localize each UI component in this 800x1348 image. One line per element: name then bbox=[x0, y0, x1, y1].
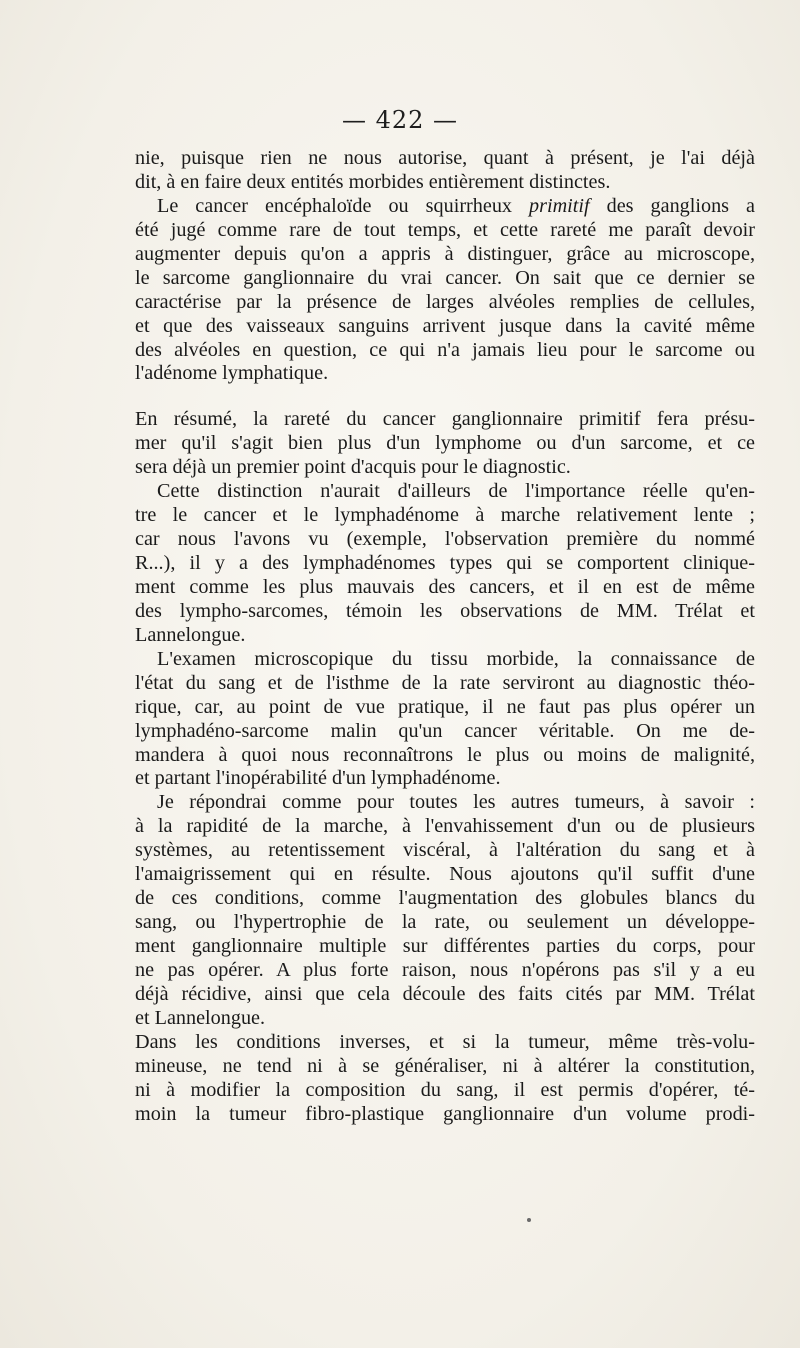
text-line: lymphadéno-sarcome malin qu'un cancer véritable. On me de- bbox=[135, 719, 755, 742]
text-line: nie, puisque rien ne nous autorise, quant à présent, je l'ai déjà bbox=[135, 147, 755, 169]
text-line: mineuse, ne tend ni à se généraliser, ni à altérer la constitution, bbox=[135, 1054, 755, 1077]
text-line: Le cancer encéphaloïde ou squirrheux primitif des ganglions a bbox=[157, 194, 755, 217]
body-text bbox=[135, 147, 755, 1127]
paragraph-4 bbox=[135, 480, 755, 648]
ink-speck bbox=[527, 1218, 531, 1222]
text-line: déjà récidive, ainsi que cela découle des faits cités par MM. Trélat bbox=[135, 982, 755, 1005]
paragraph-6 bbox=[135, 791, 755, 1030]
text-line: sang, ou l'hypertrophie de la rate, ou seulement un développe- bbox=[135, 911, 755, 934]
text-line: R...), il y a des lymphadénomes types qui se comportent clinique- bbox=[135, 552, 755, 574]
text-line: et Lannelongue. bbox=[135, 1006, 266, 1029]
paragraph-3 bbox=[135, 408, 755, 480]
text-line: En résumé, la rareté du cancer ganglionnaire primitif fera présu- bbox=[135, 408, 755, 431]
text-line: Lannelongue. bbox=[135, 623, 246, 646]
text-line: L'examen microscopique du tissu morbide, la connaissance de bbox=[157, 647, 755, 670]
text-line: ment comme les plus mauvais des cancers, et il en est de même bbox=[135, 575, 755, 598]
text-line: Dans les conditions inverses, et si la tumeur, même très-volu- bbox=[135, 1030, 755, 1053]
text-line: caractérise par la présence de larges alvéoles remplies de cellules, bbox=[135, 290, 755, 313]
paragraph-7 bbox=[135, 1031, 755, 1127]
italic-word: primitif bbox=[529, 194, 590, 217]
text-line: mer qu'il s'agit bien plus d'un lymphome ou d'un sarcome, et ce bbox=[135, 432, 755, 455]
text-line: Cette distinction n'aurait d'ailleurs de l'importance réelle qu'en- bbox=[157, 480, 755, 503]
text-line: et partant l'inopérabilité d'un lymphadénome. bbox=[135, 767, 501, 790]
text-line: été jugé comme rare de tout temps, et cette rareté me paraît devoir bbox=[135, 218, 755, 241]
paragraph-2 bbox=[135, 195, 755, 387]
paragraph-1 bbox=[135, 147, 755, 195]
text-line: moin la tumeur fibro-plastique ganglionnaire d'un volume prodi- bbox=[135, 1102, 755, 1125]
page-number: — 422 — bbox=[341, 106, 459, 134]
text-line: Je répondrai comme pour toutes les autres tumeurs, à savoir : bbox=[157, 791, 755, 814]
text-line: des lympho-sarcomes, témoin les observations de MM. Trélat et bbox=[135, 599, 755, 622]
paragraph-5 bbox=[135, 648, 755, 792]
text-line: tre le cancer et le lymphadénome à marche relativement lente ; bbox=[135, 504, 755, 527]
paragraph-gap bbox=[135, 386, 755, 408]
text-line: l'amaigrissement qui en résulte. Nous ajoutons qu'il suffit d'une bbox=[135, 863, 755, 886]
text-line: augmenter depuis qu'on a appris à distinguer, grâce au microscope, bbox=[135, 242, 755, 265]
text-line: ment ganglionnaire multiple sur différentes parties du corps, pour bbox=[135, 935, 755, 957]
text-line: l'adénome lymphatique. bbox=[135, 362, 329, 385]
text-line: dit, à en faire deux entités morbides entièrement distinctes. bbox=[135, 170, 611, 193]
text-line: mandera à quoi nous reconnaîtrons le plus ou moins de malignité, bbox=[135, 743, 755, 766]
text-line: de ces conditions, comme l'augmentation des globules blancs du bbox=[135, 887, 755, 910]
text-line: rique, car, au point de vue pratique, il ne faut pas plus opérer un bbox=[135, 695, 755, 718]
text-line: des alvéoles en question, ce qui n'a jamais lieu pour le sarcome ou bbox=[135, 338, 755, 361]
text-line: à la rapidité de la marche, à l'envahissement d'un ou de plusieurs bbox=[135, 815, 755, 838]
text-line: systèmes, au retentissement viscéral, à l'altération du sang et à bbox=[135, 839, 755, 862]
text-line: ne pas opérer. A plus forte raison, nous n'opérons pas s'il y a eu bbox=[135, 958, 755, 981]
text-line: et que des vaisseaux sanguins arrivent jusque dans la cavité même bbox=[135, 314, 755, 337]
text-line: sera déjà un premier point d'acquis pour le diagnostic. bbox=[135, 456, 571, 479]
text-line: l'état du sang et de l'isthme de la rate serviront au diagnostic théo- bbox=[135, 671, 755, 694]
text-line: car nous l'avons vu (exemple, l'observation première du nommé bbox=[135, 528, 755, 551]
text-line: ni à modifier la composition du sang, il est permis d'opérer, té- bbox=[135, 1078, 755, 1101]
text-line: le sarcome ganglionnaire du vrai cancer. On sait que ce dernier se bbox=[135, 266, 755, 289]
